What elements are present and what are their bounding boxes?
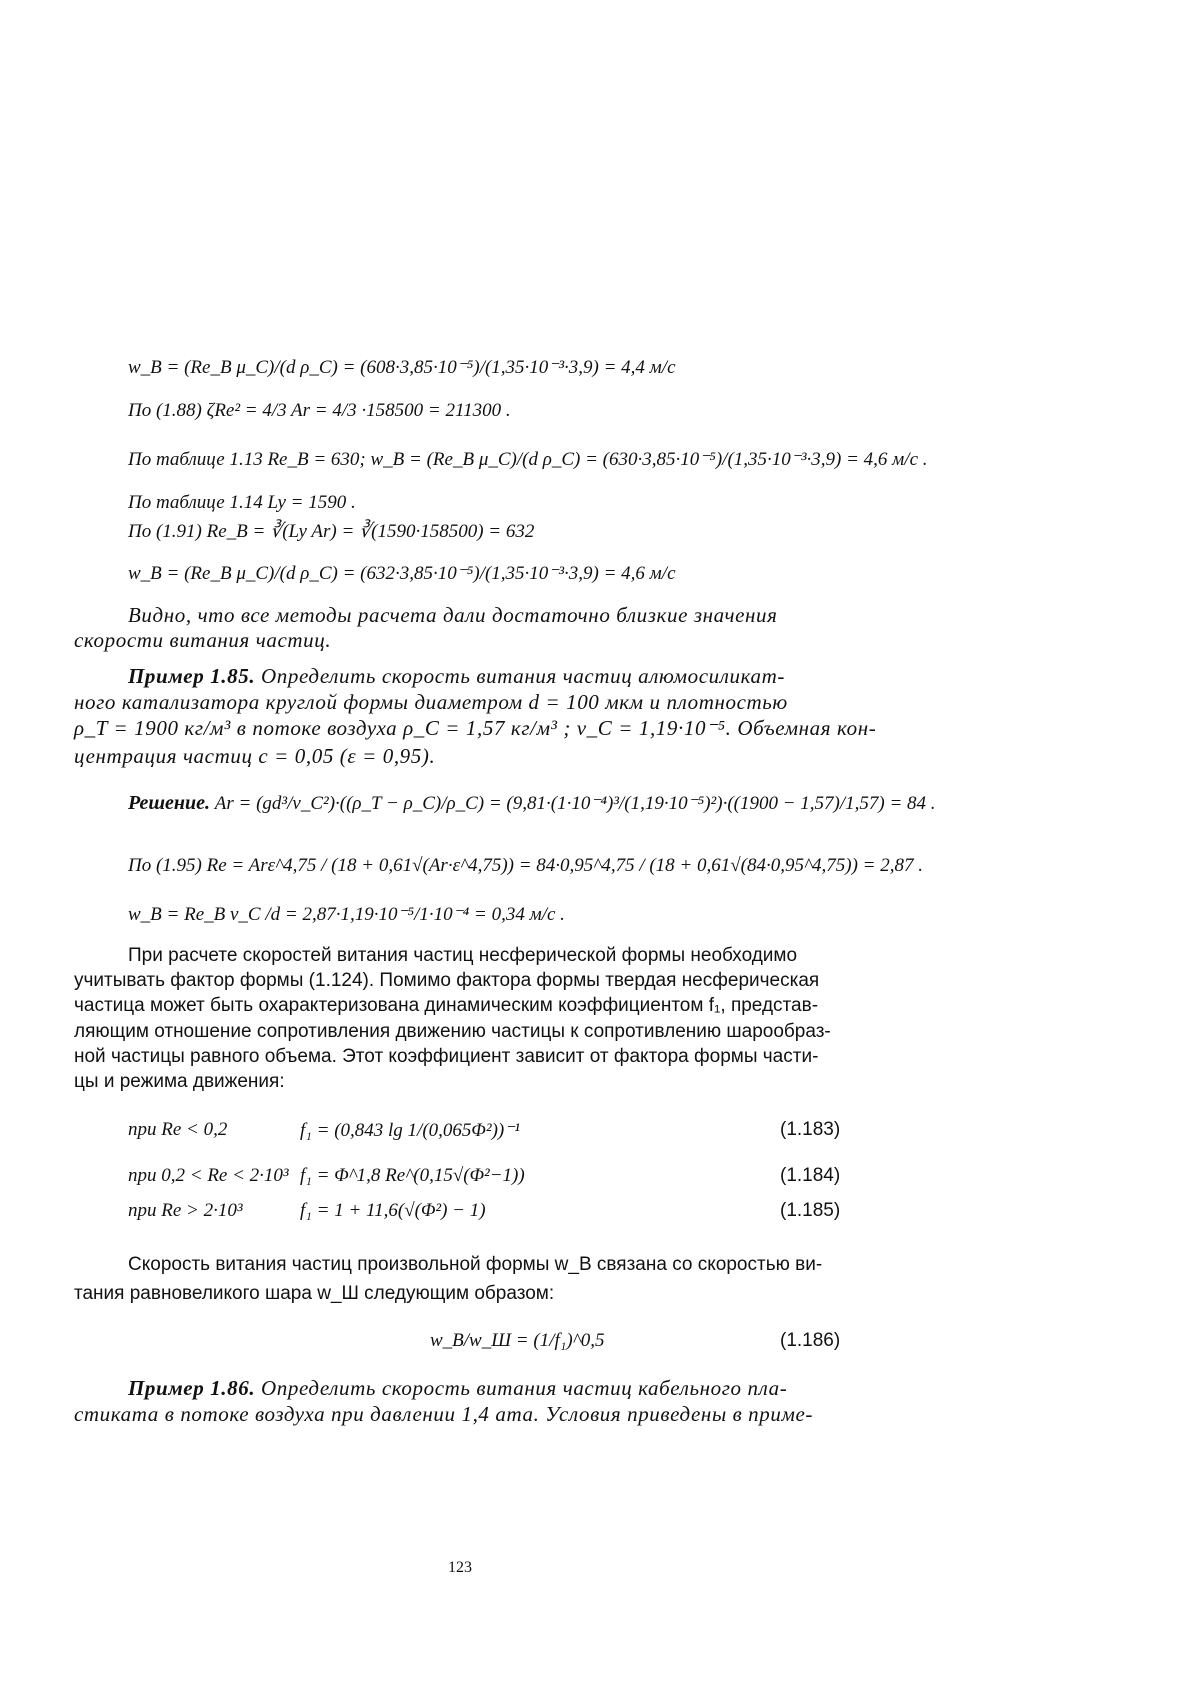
- example-1-85-line-2: ного катализатора круглой формы диаметром d = 100 мкм и плотностью: [74, 690, 788, 714]
- equation-1-183-number: (1.183): [780, 1119, 841, 1140]
- paragraph-arbitrary-shape-line-2: тания равновеликого шара w_Ш следующим образом:: [74, 1283, 555, 1304]
- formula-wb-1: w_B = (Re_B μ_C)/(d ρ_C) = (608·3,85·10⁻⁵)/(1,35·10⁻³·3,9) = 4,4 м/с: [128, 357, 676, 378]
- solution-ar-formula: Ar = (gd³/v_C²)·((ρ_T − ρ_C)/ρ_C) = (9,81·(1·10⁻⁴)³/(1,19·10⁻⁵)²)·((1900 − 1,57)/1,57) = 84 .: [214, 793, 936, 814]
- formula-table-1-13: По таблице 1.13 Re_B = 630; w_B = (Re_B μ_C)/(d ρ_C) = (630·3,85·10⁻⁵)/(1,35·10⁻³·3,9) = 4,6 м/с .: [128, 449, 928, 470]
- solution-wb-line: w_B = Re_B v_C /d = 2,87·1,19·10⁻⁵/1·10⁻⁴ = 0,34 м/с .: [128, 904, 565, 925]
- formula-ref-1-91: По (1.91) Re_B = ∛(Ly Ar) = ∛(1590·158500) = 632: [128, 521, 535, 542]
- equation-1-183-formula: f₁ = (0,843 lg 1/(0,065Φ²))⁻¹: [300, 1120, 520, 1141]
- example-1-85-line-4: центрация частиц c = 0,05 (ε = 0,95).: [74, 744, 436, 768]
- paragraph-shape-line-1: При расчете скоростей витания частиц несферической формы необходимо: [128, 945, 798, 966]
- equation-1-183-condition: при Re < 0,2: [128, 1119, 228, 1140]
- example-1-85-heading: Пример 1.85.: [128, 664, 256, 688]
- example-1-85-text-1: Определить скорость витания частиц алюмосиликат-: [255, 664, 785, 688]
- equation-1-186-formula: w_B/w_Ш = (1/f₁)^0,5: [430, 1330, 605, 1351]
- solution-re-line: По (1.95) Re = Arε^4,75 / (18 + 0,61√(Ar·ε^4,75)) = 84·0,95^4,75 / (18 + 0,61√(84·0,95^4,75)) = 2,87 .: [128, 855, 923, 876]
- example-1-85-line-1: [128, 664, 785, 689]
- paragraph-arbitrary-shape-line-1: Скорость витания частиц произвольной формы w_B связана со скоростью ви-: [128, 1254, 823, 1275]
- solution-ar-line: [128, 792, 936, 815]
- paragraph-shape-line-6: цы и режима движения:: [74, 1071, 285, 1092]
- solution-heading: Решение.: [128, 792, 211, 814]
- paragraph-shape-line-3: частица может быть охарактеризована динамическим коэффициентом f₁, представ-: [74, 995, 819, 1016]
- equation-1-185-condition: при Re > 2·10³: [128, 1200, 243, 1221]
- equation-1-184-formula: f₁ = Φ^1,8 Re^(0,15√(Φ²−1)): [300, 1165, 525, 1186]
- formula-table-1-14: По таблице 1.14 Ly = 1590 .: [128, 492, 356, 513]
- paragraph-shape-line-4: ляющим отношение сопротивления движению частицы к сопротивлению шарообраз-: [74, 1021, 831, 1042]
- example-1-86-heading: Пример 1.86.: [128, 1376, 256, 1400]
- equation-1-185-number: (1.185): [780, 1200, 841, 1221]
- equation-1-184-number: (1.184): [780, 1165, 841, 1186]
- page-number: 123: [448, 1559, 472, 1576]
- example-1-86-text-1: Определить скорость витания частиц кабельного пла-: [255, 1376, 788, 1400]
- paragraph-conclusion-line-2: скорости витания частиц.: [74, 628, 332, 652]
- paragraph-conclusion-line-1: Видно, что все методы расчета дали достаточно близкие значения: [128, 603, 778, 627]
- example-1-86-line-2: стиката в потоке воздуха при давлении 1,4 ата. Условия приведены в приме-: [74, 1402, 813, 1426]
- example-1-86-line-1: [128, 1376, 787, 1401]
- example-1-85-line-3: ρ_T = 1900 кг/м³ в потоке воздуха ρ_C = 1,57 кг/м³ ; v_C = 1,19·10⁻⁵. Объемная кон-: [74, 716, 877, 740]
- equation-1-184-condition: при 0,2 < Re < 2·10³: [128, 1165, 289, 1186]
- equation-1-185-formula: f₁ = 1 + 11,6(√(Φ²) − 1): [300, 1200, 486, 1221]
- paragraph-shape-line-2: учитывать фактор формы (1.124). Помимо фактора формы твердая несферическая: [74, 970, 820, 991]
- equation-1-186-number: (1.186): [780, 1330, 841, 1351]
- paragraph-shape-line-5: ной частицы равного объема. Этот коэффициент зависит от фактора формы части-: [74, 1046, 819, 1067]
- formula-wb-2: w_B = (Re_B μ_C)/(d ρ_C) = (632·3,85·10⁻⁵)/(1,35·10⁻³·3,9) = 4,6 м/с: [128, 563, 676, 584]
- formula-ref-1-88: По (1.88) ζRe² = 4/3 Ar = 4/3 ·158500 = 211300 .: [128, 400, 511, 421]
